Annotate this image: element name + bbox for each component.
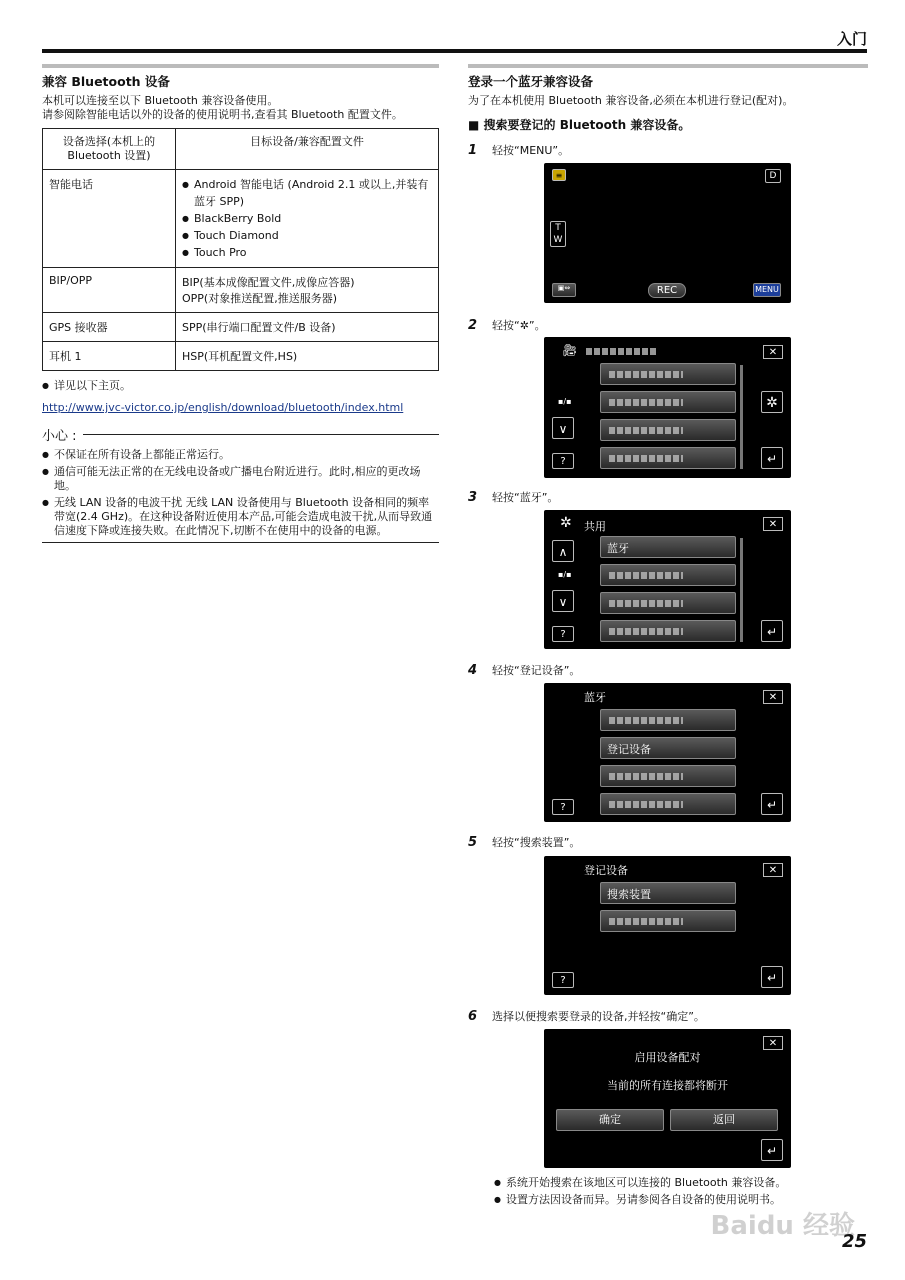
step-4: 4 轻按“登记设备”。 [468,662,581,678]
back-icon[interactable]: ↵ [761,1139,783,1161]
note-text: ● 详见以下主页。 [42,379,439,393]
playback-button[interactable]: ▣⇔ [552,283,576,297]
zoom-tw-icon[interactable]: T W [550,221,566,247]
menu-item[interactable] [600,910,736,932]
menu-item[interactable] [600,564,736,586]
caution-title: 小心 : [42,429,77,444]
section-bar [42,64,439,68]
header-rule [42,49,867,53]
watermark: Baidu 经验 [710,1211,855,1241]
help-icon[interactable]: ? [552,626,574,642]
step-1: 1 轻按“MENU”。 [468,142,570,158]
caution-end-rule [42,542,439,543]
intro-line-1: 本机可以连接至以下 Bluetooth 兼容设备使用。 [42,94,279,107]
table-cell-line: BIP(基本成像配置文件,成像应答器) [182,276,355,289]
screen-header: 蓝牙 [584,691,606,704]
menu-item[interactable] [600,765,736,787]
screen-header: 登记设备 [584,864,628,877]
close-icon[interactable]: ✕ [763,517,783,531]
intro-line-2: 请参阅除智能电话以外的设备的使用说明书,查看其 Bluetooth 配置文件。 [42,108,403,121]
camera-screen-6 [544,1029,791,1168]
table-row [43,342,439,371]
help-icon[interactable]: ? [552,453,574,469]
help-icon[interactable]: ? [552,799,574,815]
table-row [43,313,439,342]
camera-screen-1 [544,163,791,303]
table-cell-line: SPP(串行端口配置文件/B 设备) [176,313,439,342]
page-indicator: ▪/▪ [558,570,572,579]
sub-heading: ■ 搜索要登记的 Bluetooth 兼容设备。 [468,118,691,132]
blurred-title [586,348,656,355]
table-row [43,268,439,313]
page-number: 25 [841,1231,867,1252]
list-item: ● Touch Diamond [182,227,432,244]
back-icon[interactable]: ↵ [761,793,783,815]
menu-item[interactable] [600,592,736,614]
back-icon[interactable]: ↵ [761,966,783,988]
menu-item[interactable] [600,793,736,815]
chevron-down-icon[interactable]: ∨ [552,590,574,612]
caution-item: ● 无线 LAN 设备的电波干扰 无线 LAN 设备使用与 Bluetooth 设备相同的频率带宽(2.4 GHz)。在这种设备附近使用本产品,可能会造成电波干扰,从而导致通信速度下降或连接失败。在此情况下,切断不在使用中的设备的电源。 [42,496,439,538]
close-icon[interactable]: ✕ [763,345,783,359]
help-icon[interactable]: ? [552,972,574,988]
menu-item[interactable] [600,620,736,642]
list-item: ● BlackBerry Bold [182,210,432,227]
rec-button[interactable]: REC [648,283,686,298]
step-2: 2 轻按“✲”。 [468,317,546,333]
section-heading: 登录一个蓝牙兼容设备 [468,74,594,89]
back-icon[interactable]: ↵ [761,620,783,642]
back-button[interactable]: 返回 [670,1109,778,1131]
step-3: 3 轻按“蓝牙”。 [468,489,559,505]
caution-heading [42,425,439,444]
step-6: 6 选择以便搜索要登录的设备,并轻按“确定”。 [468,1008,705,1024]
mode-icon: ≡ [552,169,566,181]
close-icon[interactable]: ✕ [763,690,783,704]
menu-item[interactable] [600,419,736,441]
table-cell-device: GPS 接收器 [43,313,176,342]
screen-header: 共用 [584,520,606,533]
table-head-target: 目标设备/兼容配置文件 [176,129,439,170]
list-item: ● Touch Pro [182,244,432,261]
video-camera-icon: 🎥︎ [562,343,578,357]
menu-item-register[interactable]: 登记设备 [600,737,736,759]
back-icon[interactable]: ↵ [761,447,783,469]
menu-item[interactable] [600,391,736,413]
result-note: ● 系统开始搜索在该地区可以连接的 Bluetooth 兼容设备。 [494,1176,834,1190]
list-item: ● Android 智能电话 (Android 2.1 或以上,并装有蓝牙 SPP) [182,176,432,210]
close-icon[interactable]: ✕ [763,863,783,877]
table-cell-device: 智能电话 [43,170,176,268]
caution-list [42,448,439,538]
section-title: 入门 [836,30,867,48]
smartphone-list [182,176,432,261]
table-row [43,170,439,268]
menu-item[interactable] [600,447,736,469]
table-head-device: 设备选择(本机上的 Bluetooth 设置) [43,129,176,170]
caution-item: ● 不保证在所有设备上都能正常运行。 [42,448,439,462]
camera-screen-3 [544,510,791,649]
menu-item[interactable] [600,363,736,385]
dialog-line-1: 启用设备配对 [634,1051,701,1064]
section-heading: 兼容 Bluetooth 设备 [42,74,170,89]
menu-item-search[interactable]: 搜索装置 [600,882,736,904]
chevron-down-icon[interactable]: ∨ [552,417,574,439]
gear-icon: ✲ [560,515,572,531]
left-column [42,64,439,543]
table-cell-line: OPP(对象推送配置,推送服务器) [182,292,338,305]
table-cell-line: HSP(耳机配置文件,HS) [176,342,439,371]
table-cell-device: 耳机 1 [43,342,176,371]
result-note: ● 设置方法因设备而异。另请参阅各自设备的使用说明书。 [494,1193,834,1207]
scrollbar[interactable] [740,538,743,642]
chevron-up-icon[interactable]: ∧ [552,540,574,562]
d-icon: D [765,169,781,183]
note-list [42,379,439,393]
menu-button[interactable]: MENU [753,283,781,297]
table-cell-device: BIP/OPP [43,268,176,313]
camera-screen-4 [544,683,791,822]
camera-screen-2 [544,337,791,478]
caution-item: ● 通信可能无法正常的在无线电设备或广播电台附近进行。此时,相应的更改场地。 [42,465,439,493]
step-5: 5 轻按“搜索装置”。 [468,834,581,850]
dialog-line-2: 当前的所有连接都将断开 [607,1079,728,1092]
ok-button[interactable]: 确定 [556,1109,664,1131]
menu-item[interactable] [600,709,736,731]
section-bar [468,64,868,68]
compat-table [42,128,439,371]
right-intro: 为了在本机使用 Bluetooth 兼容设备,必须在本机进行登记(配对)。 [468,94,794,107]
scrollbar[interactable] [740,365,743,469]
camera-screen-5 [544,856,791,995]
right-column [468,64,868,133]
gear-icon[interactable]: ✲ [761,391,783,413]
bluetooth-link[interactable]: http://www.jvc-victor.co.jp/english/download/bluetooth/index.html [42,401,404,414]
menu-item-bluetooth[interactable]: 蓝牙 [600,536,736,558]
page-indicator: ▪/▪ [558,397,572,406]
close-icon[interactable]: ✕ [763,1036,783,1050]
